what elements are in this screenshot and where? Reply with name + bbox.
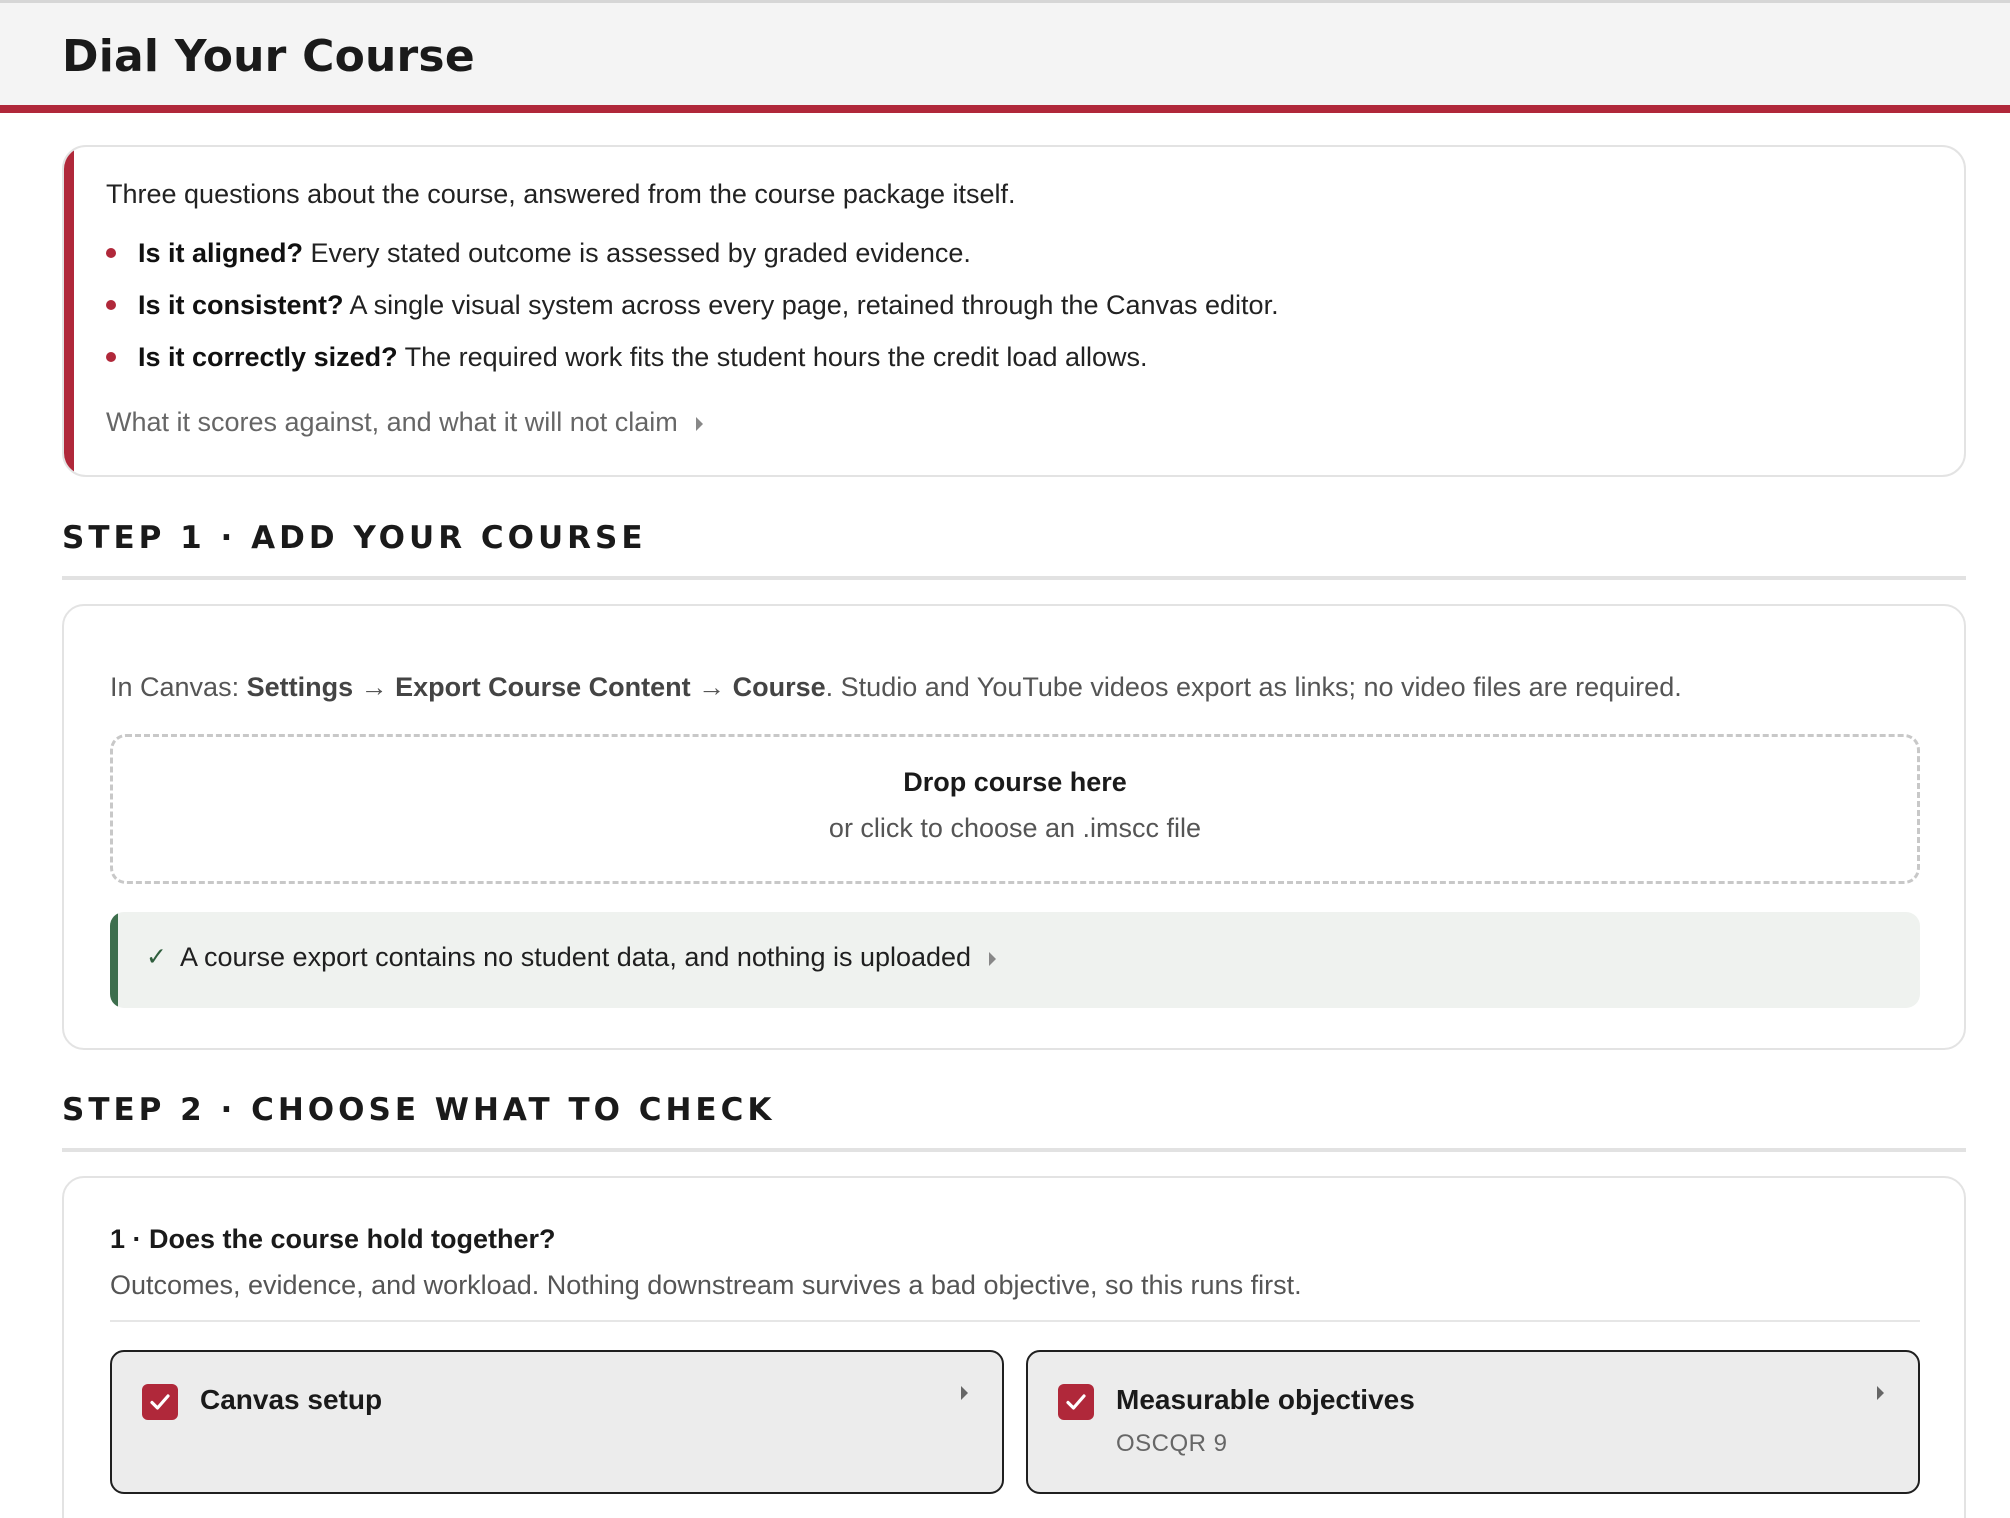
bullet-icon (106, 352, 116, 362)
option-canvas-setup[interactable] (110, 1350, 1004, 1494)
scoring-details-toggle[interactable] (106, 407, 703, 438)
step1-divider (62, 576, 1966, 580)
caret-right-icon (989, 952, 996, 966)
intro-question-list (106, 235, 1279, 391)
instr-export: Export Course Content (395, 672, 691, 702)
intro-question-consistent (106, 287, 1279, 339)
option-measurable-objectives[interactable] (1026, 1350, 1920, 1494)
option-label: Canvas setup (200, 1384, 383, 1415)
instr-suffix: . Studio and YouTube videos export as links; no video files are required. (825, 672, 1682, 702)
course-dropzone[interactable] (110, 734, 1920, 884)
check-group-divider (110, 1320, 1920, 1322)
intro-panel (62, 145, 1966, 477)
instr-prefix: In Canvas: (110, 672, 247, 702)
question-label: Is it consistent? (138, 290, 344, 320)
privacy-notice-text (180, 942, 996, 973)
caret-right-icon (696, 417, 703, 431)
privacy-notice-toggle[interactable] (110, 912, 1920, 1008)
option-label: Measurable objectives (1116, 1384, 1415, 1415)
instr-course: Course (732, 672, 826, 702)
checkbox-checked-icon[interactable] (1058, 1384, 1094, 1420)
checkbox-checked-icon[interactable] (142, 1384, 178, 1420)
question-text: A single visual system across every page, retained through the Canvas editor. (343, 290, 1279, 320)
check-group-title: 1 · Does the course hold together? (110, 1224, 556, 1254)
instr-settings: Settings (246, 672, 354, 702)
option-standard-tag: OSCQR 9 (1116, 1430, 1228, 1457)
export-instructions (110, 672, 1682, 703)
add-course-card (62, 604, 1966, 1050)
question-label: Is it aligned? (138, 238, 304, 268)
arrow-icon: → (690, 672, 733, 702)
scoring-details-label: What it scores against, and what it will not claim (106, 407, 678, 437)
intro-lead: Three questions about the course, answered from the course package itself. (106, 179, 1016, 209)
choose-checks-card (62, 1176, 1966, 1518)
dropzone-title: Drop course here (903, 767, 1127, 797)
page-title: Dial Your Course (62, 31, 475, 82)
bullet-icon (106, 248, 116, 258)
arrow-icon: → (353, 672, 396, 702)
question-label: Is it correctly sized? (138, 342, 398, 372)
step1-heading: STEP 1 · ADD YOUR COURSE (62, 520, 647, 556)
check-group-description: Outcomes, evidence, and workload. Nothing downstream survives a bad objective, so this runs first. (110, 1270, 1302, 1300)
question-text: Every stated outcome is assessed by graded evidence. (303, 238, 971, 268)
intro-question-sized (106, 339, 1279, 391)
step2-divider (62, 1148, 1966, 1152)
caret-right-icon[interactable] (1877, 1386, 1884, 1400)
page-header (0, 3, 2010, 113)
privacy-label: A course export contains no student data, and nothing is uploaded (180, 942, 972, 972)
question-text: The required work fits the student hours the credit load allows. (397, 342, 1148, 372)
bullet-icon (106, 300, 116, 310)
caret-right-icon[interactable] (961, 1386, 968, 1400)
check-icon: ✓ (146, 943, 167, 971)
intro-question-aligned (106, 235, 1279, 287)
step2-heading: STEP 2 · CHOOSE WHAT TO CHECK (62, 1092, 776, 1128)
dropzone-subtitle: or click to choose an .imscc file (828, 813, 1202, 843)
